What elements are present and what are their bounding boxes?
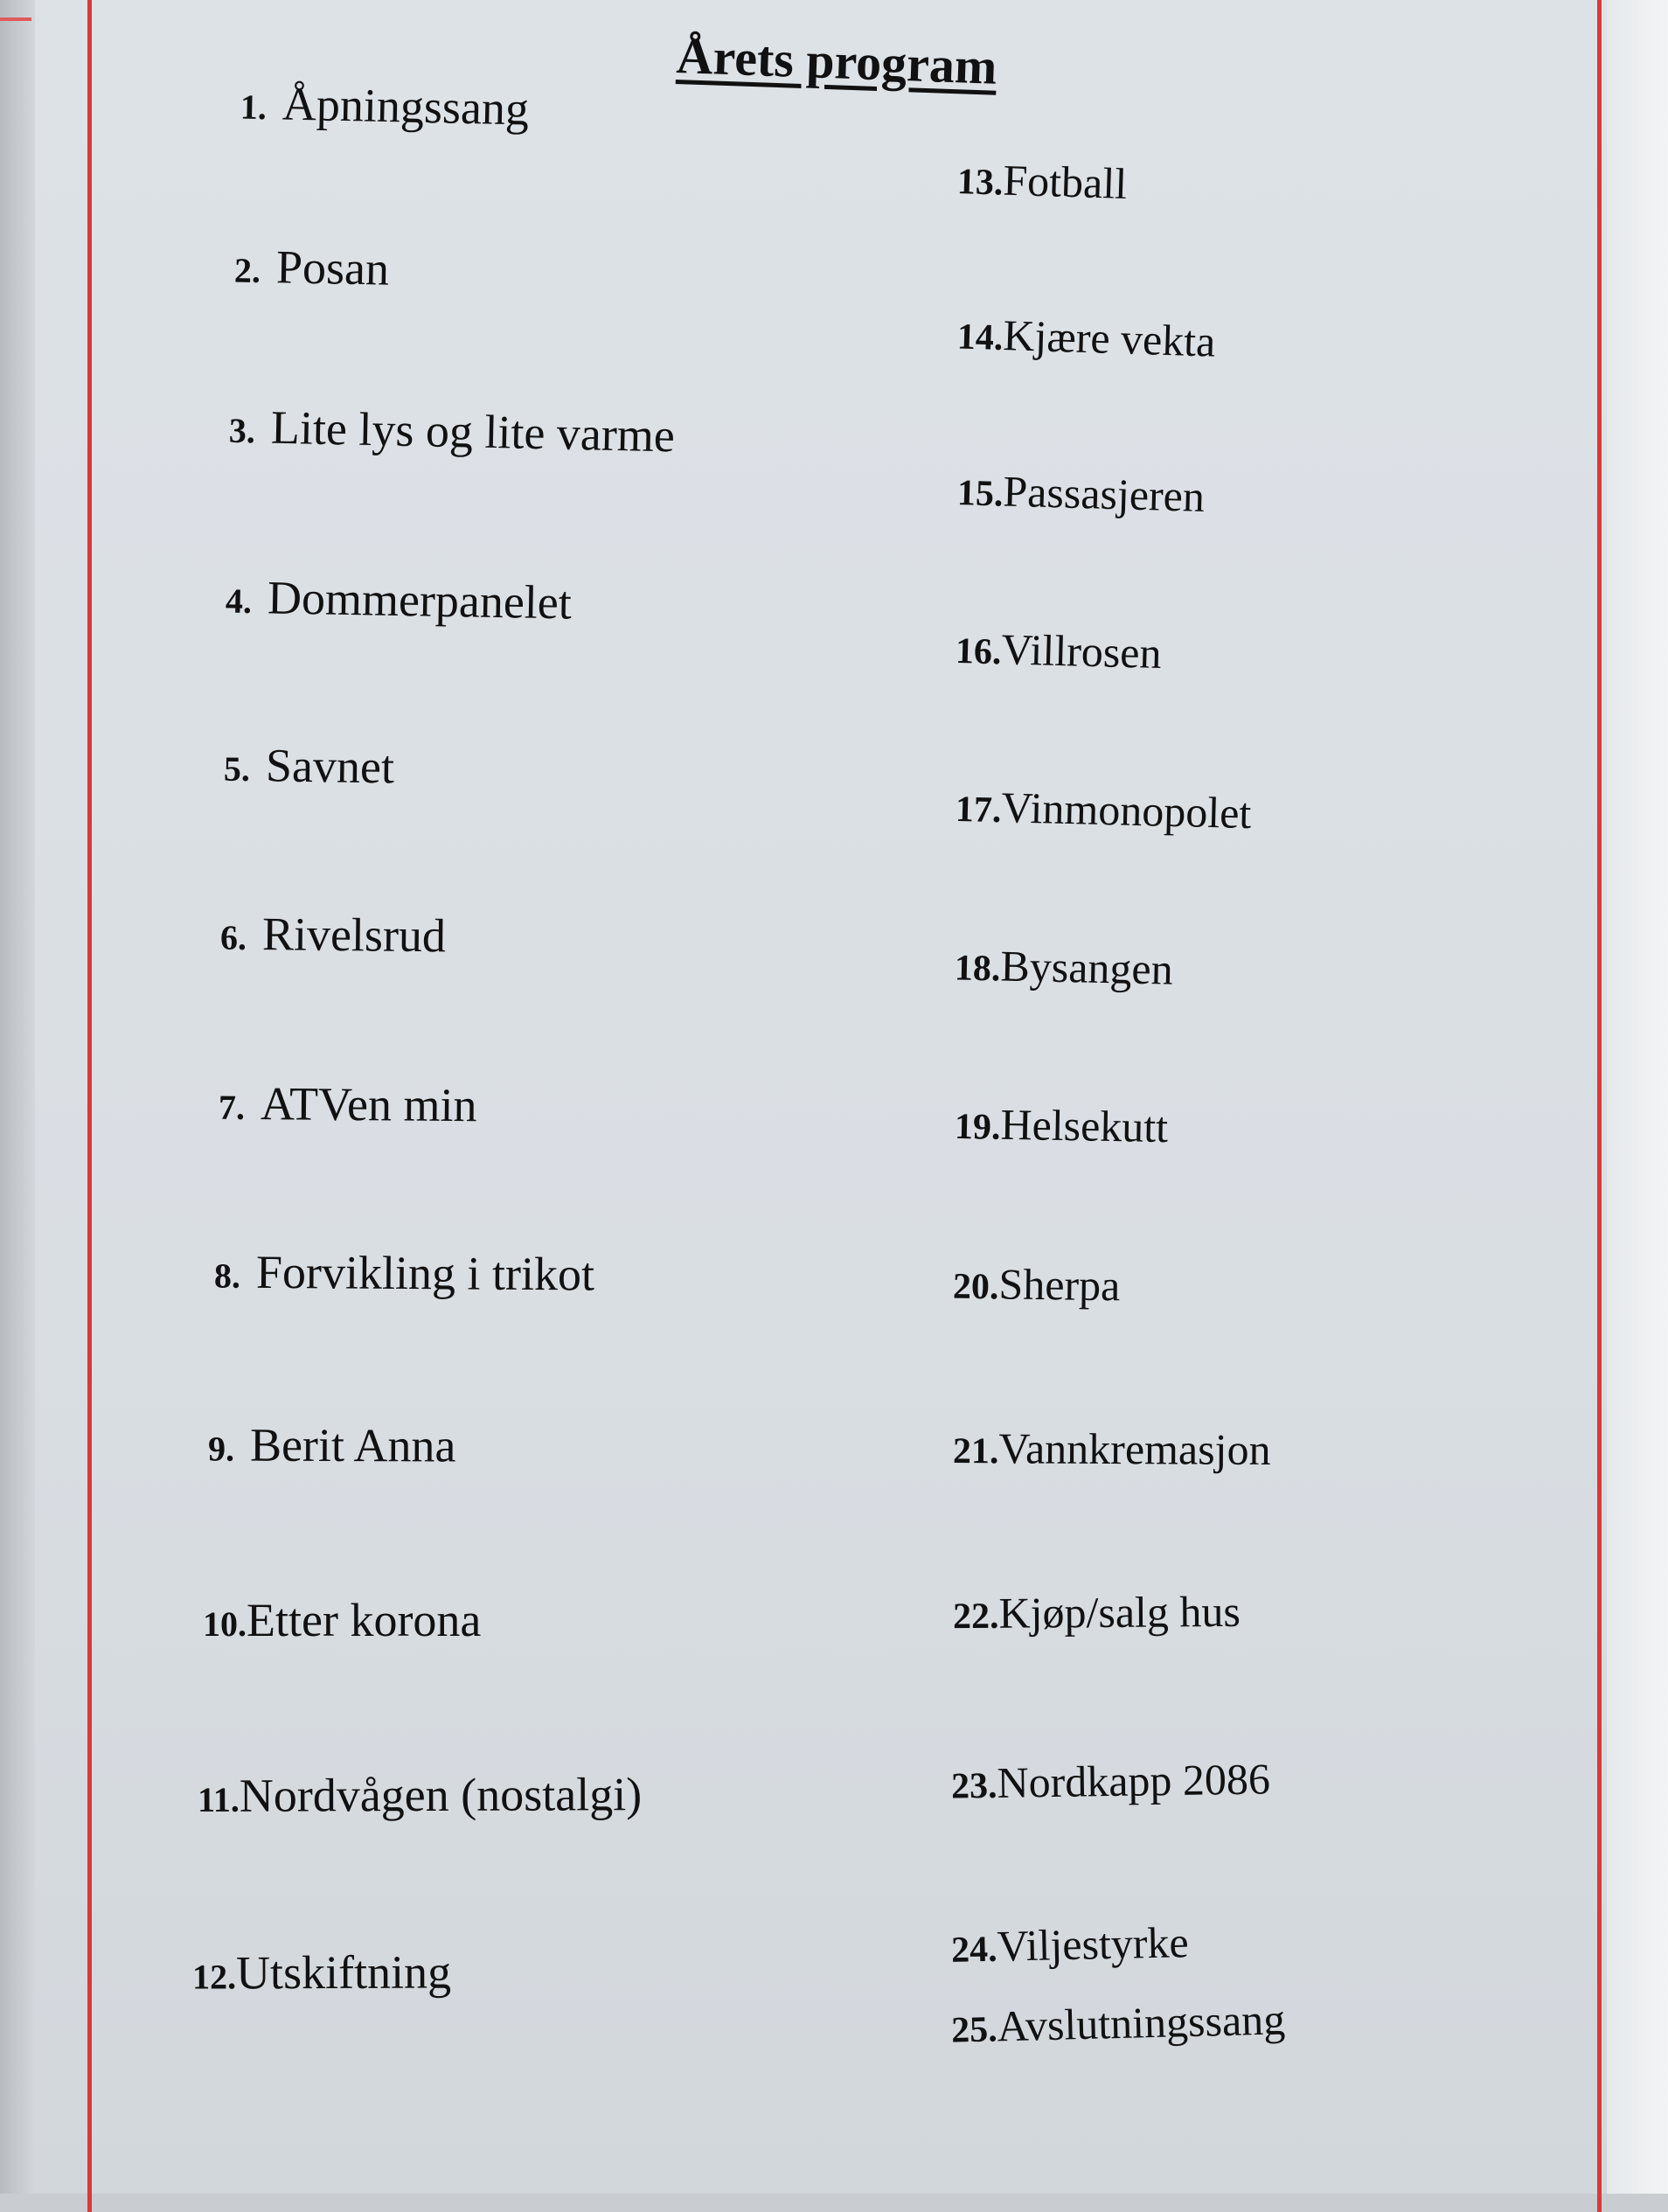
item-number: 3. [228, 410, 256, 451]
adjacent-page-edge [0, 0, 35, 2194]
program-item-1 [240, 76, 529, 136]
program-item-15 [956, 464, 1206, 522]
program-item-20 [953, 1258, 1121, 1311]
program-item-5 [224, 738, 395, 795]
item-number: 2. [233, 250, 261, 290]
item-number: 16. [955, 630, 1003, 673]
program-item-11 [198, 1767, 642, 1823]
item-number: 11. [197, 1779, 240, 1819]
program-item-19 [955, 1098, 1169, 1152]
item-text: Bysangen [999, 941, 1174, 994]
item-text: Viljestyrke [996, 1917, 1190, 1971]
item-text: Nordvågen (nostalgi) [239, 1768, 643, 1822]
program-item-7 [219, 1076, 477, 1133]
item-text: Fotball [1002, 155, 1129, 209]
item-number: 14. [956, 316, 1004, 358]
item-number: 10. [203, 1604, 247, 1644]
program-item-4 [225, 570, 572, 630]
item-number: 6. [219, 917, 247, 957]
item-text: Avslutningssang [996, 1994, 1286, 2051]
program-item-12 [192, 1944, 451, 2000]
item-number: 7. [218, 1087, 246, 1127]
program-item-8 [214, 1244, 594, 1301]
item-text: Passasjeren [1002, 466, 1206, 521]
item-number: 24. [950, 1929, 998, 1971]
item-text: Vannkremasjon [998, 1423, 1271, 1474]
program-item-3 [228, 400, 675, 463]
item-text: Vinmonopolet [1000, 783, 1253, 838]
item-number: 19. [954, 1106, 1001, 1148]
program-item-6 [220, 907, 447, 963]
item-number: 18. [954, 948, 1001, 990]
item-text: Savnet [265, 739, 395, 794]
program-item-25 [950, 1993, 1285, 2052]
item-number: 5. [223, 748, 251, 790]
item-number: 23. [950, 1765, 997, 1807]
page-right-edge [1607, 0, 1668, 2194]
item-number: 17. [955, 789, 1002, 831]
item-number: 15. [956, 473, 1004, 515]
program-item-10 [203, 1593, 481, 1647]
item-text: Posan [275, 240, 390, 296]
page-title: Årets program [675, 26, 998, 95]
item-number: 21. [952, 1431, 999, 1472]
item-text: Kjøp/salg hus [998, 1586, 1241, 1638]
item-number: 4. [225, 581, 253, 622]
item-number: 8. [213, 1256, 241, 1296]
program-item-24 [950, 1916, 1189, 1972]
item-text: Nordkapp 2086 [997, 1754, 1271, 1807]
program-item-18 [954, 939, 1173, 994]
program-item-23 [951, 1753, 1271, 1808]
item-number: 9. [207, 1429, 235, 1469]
item-text: Sherpa [998, 1259, 1121, 1311]
program-item-2 [233, 239, 389, 296]
item-text: Rivelsrud [261, 908, 447, 963]
item-text: Berit Anna [249, 1418, 456, 1472]
item-text: Kjære vekta [1002, 310, 1217, 366]
item-text: Dommerpanelet [267, 571, 573, 630]
item-text: Åpningssang [281, 77, 530, 136]
item-text: Utskiftning [235, 1945, 452, 2000]
program-item-16 [955, 623, 1162, 678]
program-item-22 [953, 1586, 1241, 1638]
item-number: 12. [191, 1957, 237, 1997]
item-number: 25. [950, 2009, 998, 2051]
item-number: 20. [952, 1266, 999, 1308]
program-item-9 [208, 1418, 456, 1473]
program-item-14 [956, 308, 1216, 366]
item-text: Helsekutt [1000, 1099, 1169, 1152]
item-number: 22. [952, 1596, 999, 1638]
item-text: Forvikling i trikot [255, 1245, 595, 1301]
item-text: ATVen min [260, 1077, 477, 1132]
item-text: Lite lys og lite varme [270, 400, 676, 463]
item-text: Etter korona [247, 1594, 482, 1646]
program-item-21 [953, 1422, 1271, 1475]
program-item-13 [956, 153, 1128, 209]
item-text: Villrosen [1000, 624, 1163, 678]
item-number: 1. [240, 87, 268, 128]
item-number: 13. [956, 161, 1004, 204]
program-item-17 [955, 781, 1252, 838]
